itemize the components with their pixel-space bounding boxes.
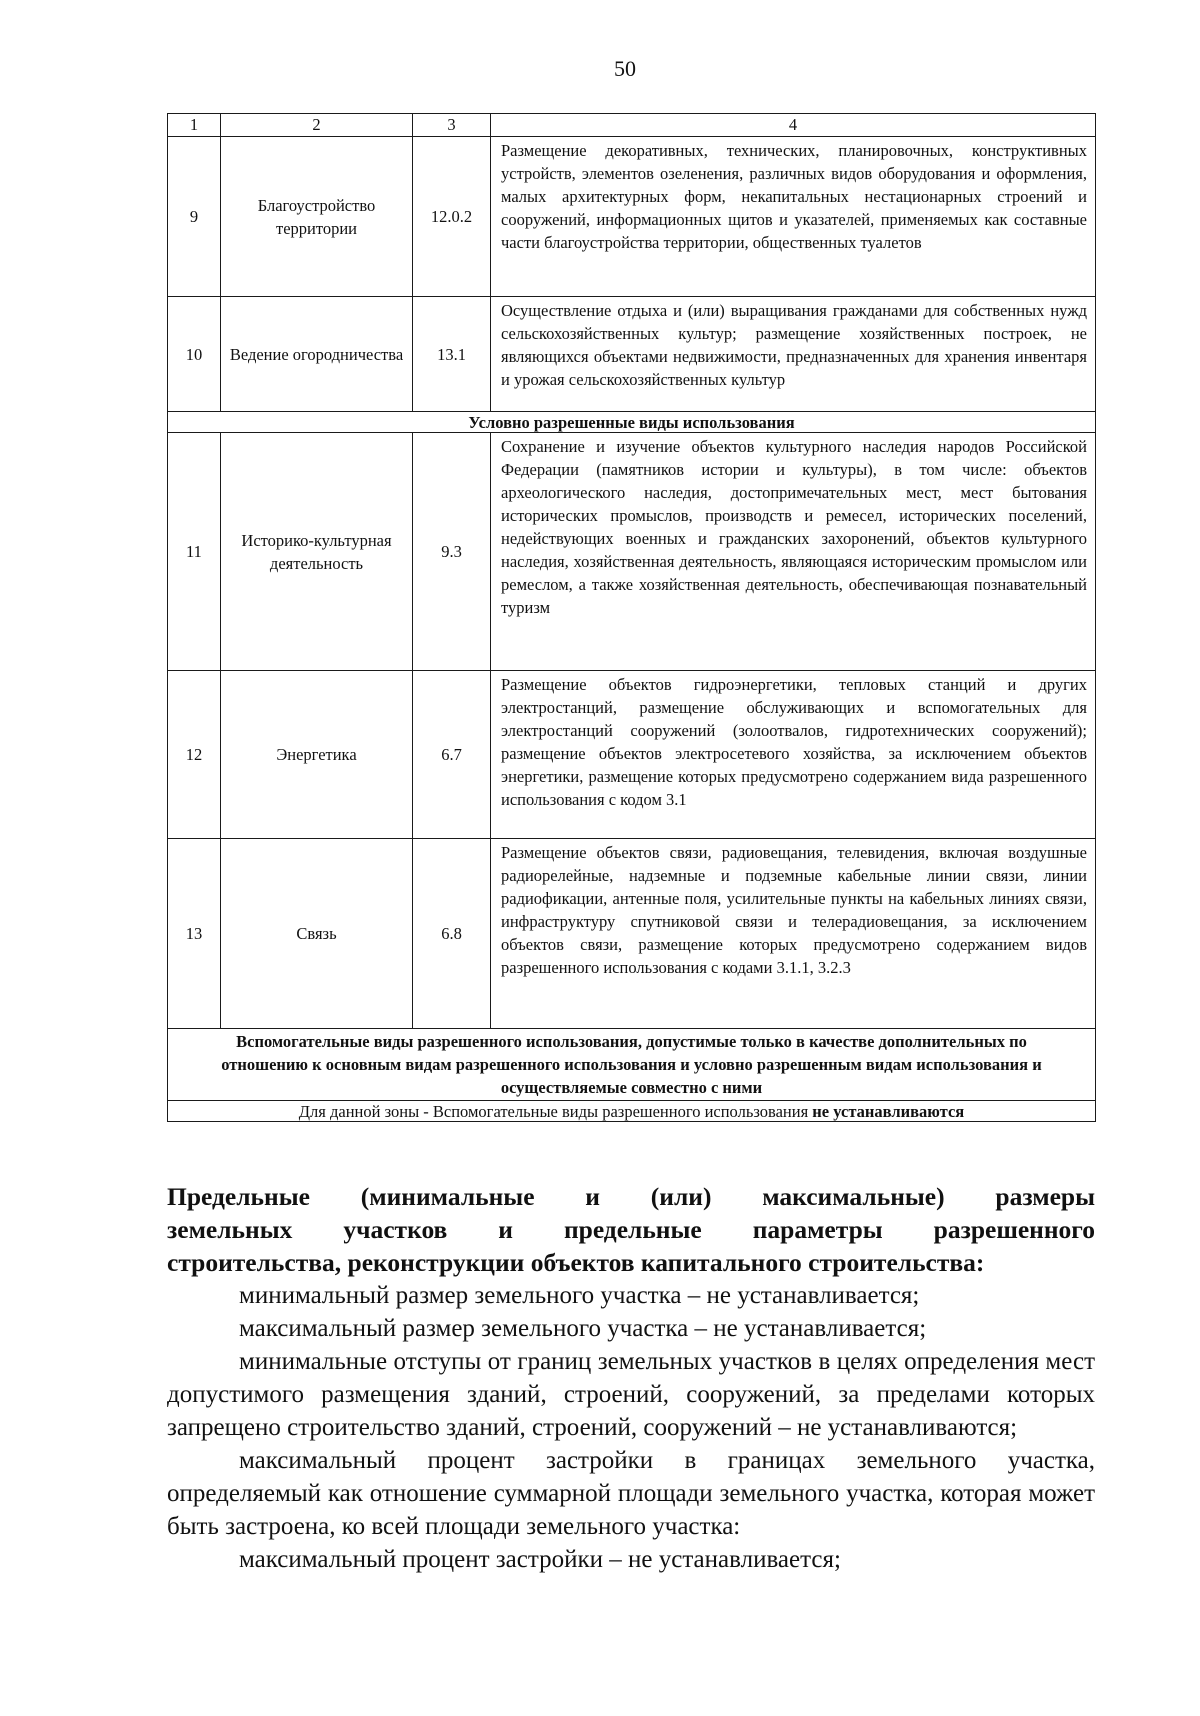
use-type-code: 6.7	[413, 671, 491, 839]
column-header-2: 2	[221, 114, 413, 137]
use-type-code: 13.1	[413, 297, 491, 412]
use-type-name: Связь	[221, 839, 413, 1029]
table-row	[168, 839, 1096, 1029]
use-type-description: Осуществление отдыха и (или) выращивания гражданами для собственных нужд сельскохозяйственных культур; размещение хозяйственных построек, не являющихся объектами недвижимости, предназначенных для хранения инвентаря и урожая сельскохозяйственных культур	[491, 297, 1096, 412]
heading-line: строительства, реконструкции объектов капитального строительства:	[167, 1248, 985, 1277]
parameter-paragraph: максимальный процент застройки в границах земельного участка, определяемый как отношение суммарной площади земельного участка, которая может быть застроена, ко всей площади земельного участка:	[167, 1447, 1095, 1540]
parameter-paragraph: максимальный размер земельного участка – не устанавливается;	[239, 1315, 927, 1342]
use-type-name: Благоустройство территории	[221, 137, 413, 297]
use-type-description: Размещение объектов гидроэнергетики, тепловых станций и других электростанций, размещение обслуживающих и вспомогательных для электростанций сооружений (золоотвалов, гидротехнических сооружений); размещение объектов электросетевого хозяйства, за исключением объектов энергетики, размещение которых предусмотрено содержанием вида разрешенного использования с кодом 3.1	[491, 671, 1096, 839]
column-header-4: 4	[491, 114, 1096, 137]
use-type-code: 12.0.2	[413, 137, 491, 297]
use-type-name: Ведение огородничества	[221, 297, 413, 412]
use-type-name: Энергетика	[221, 671, 413, 839]
parameters-section	[167, 1180, 1095, 1576]
parameters-heading	[167, 1180, 1095, 1279]
use-type-description: Размещение объектов связи, радиовещания, телевидения, включая воздушные радиорелейные, надземные и подземные кабельные линии связи, линии радиофикации, антенные поля, усилительные пункты на кабельных линиях связи, инфраструктуру спутниковой связи и телерадиовещания, за исключением объектов связи, размещение которых предусмотрено содержанием видов разрешенного использования с кодами 3.1.1, 3.2.3	[491, 839, 1096, 1029]
auxiliary-note-row	[168, 1101, 1096, 1122]
section-title: Вспомогательные виды разрешенного использования, допустимые только в качестве дополнительных по отношению к основным видам разрешенного использования и условно разрешенным видам использования и осуществляемые совместно с ними	[168, 1029, 1096, 1101]
use-type-description: Сохранение и изучение объектов культурного наследия народов Российской Федерации (памятников истории и культуры), в том числе: объектов археологического наследия, достопримечательных мест, мест бытования исторических промыслов, производств и ремесел, исторических поселений, недействующих военных и гражданских захоронений, объектов культурного наследия, хозяйственная деятельность, являющаяся историческим промыслом или ремеслом, а также хозяйственная деятельность, обеспечивающая познавательный туризм	[491, 433, 1096, 671]
column-header-1: 1	[168, 114, 221, 137]
section-header-auxiliary	[168, 1029, 1096, 1101]
column-header-3: 3	[413, 114, 491, 137]
table-header-row	[168, 114, 1096, 137]
use-type-code: 9.3	[413, 433, 491, 671]
section-title: Условно разрешенные виды использования	[168, 412, 1096, 433]
auxiliary-note-text: Для данной зоны - Вспомогательные виды разрешенного использования	[298, 1101, 813, 1121]
use-type-name: Историко-культурная деятельность	[221, 433, 413, 671]
table-row	[168, 297, 1096, 412]
land-use-table	[167, 113, 1096, 1122]
page-number: 50	[614, 56, 636, 81]
section-header-conditional	[168, 412, 1096, 433]
auxiliary-note	[168, 1101, 1096, 1122]
auxiliary-note-bold: не устанавливаются	[812, 1101, 965, 1121]
row-number: 12	[168, 671, 221, 839]
table-row	[168, 671, 1096, 839]
table-row	[168, 137, 1096, 297]
table-row	[168, 433, 1096, 671]
heading-line: земельных участков и предельные параметры разрешенного	[167, 1215, 1095, 1244]
use-type-description: Размещение декоративных, технических, планировочных, конструктивных устройств, элементов озеленения, различных видов оборудования и оформления, малых архитектурных форм, некапитальных нестационарных строений и сооружений, информационных щитов и указателей, применяемых как составные части благоустройства территории, общественных туалетов	[491, 137, 1096, 297]
use-type-code: 6.8	[413, 839, 491, 1029]
row-number: 9	[168, 137, 221, 297]
row-number: 13	[168, 839, 221, 1029]
row-number: 11	[168, 433, 221, 671]
heading-line: Предельные (минимальные и (или) максимальные) размеры	[167, 1182, 1095, 1211]
parameter-paragraph: минимальные отступы от границ земельных участков в целях определения мест допустимого размещения зданий, строений, сооружений, за пределами которых запрещено строительство зданий, строений, сооружений – не устанавливаются;	[167, 1348, 1095, 1441]
row-number: 10	[168, 297, 221, 412]
parameter-paragraph: минимальный размер земельного участка – не устанавливается;	[239, 1282, 920, 1309]
parameter-paragraph: максимальный процент застройки – не устанавливается;	[239, 1546, 841, 1573]
